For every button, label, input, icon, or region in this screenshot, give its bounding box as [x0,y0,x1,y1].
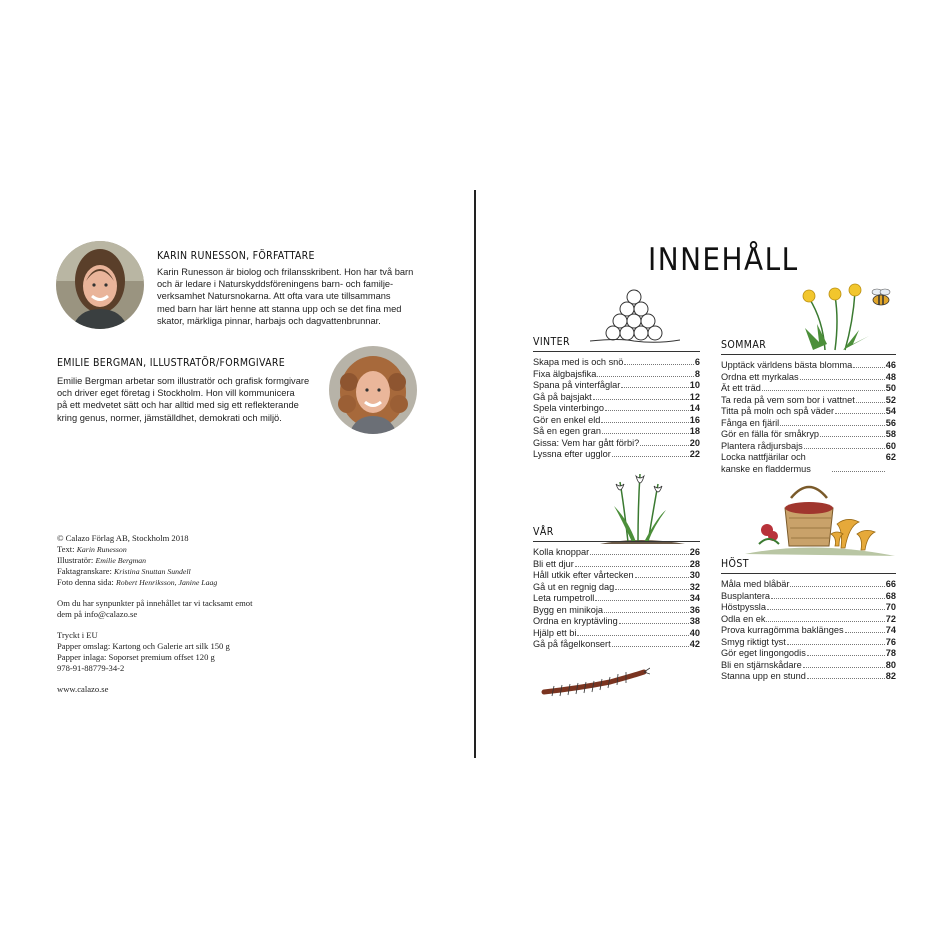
toc-entry[interactable]: Måla med blåbär 66 [721,579,896,589]
toc-entry[interactable]: Ät ett träd 50 [721,383,896,393]
toc-entry[interactable]: Gissa: Vem har gått förbi? 20 [533,437,700,448]
feedback-line: dem på info@calazo.se [57,609,138,619]
toc-entry[interactable]: Titta på moln och spå väder 54 [721,406,896,416]
toc-entry[interactable]: Busplantera 68 [721,590,896,601]
left-page [0,0,470,950]
toc-entry[interactable]: Bli en stjärnskådare 80 [721,659,896,670]
colophon [57,533,252,695]
toc-entry[interactable]: Bygg en minikoja 36 [533,604,700,615]
bio-line: och är ledare i Naturskyddsföreningens barn- och familje- [157,279,394,290]
illustrator-credit: Illustratör: Emilie Bergman [57,555,147,565]
toc-entry[interactable]: Gå på bajsjakt 12 [533,391,700,402]
author-portrait-icon [56,241,144,329]
toc-entry[interactable]: Fånga en fjäril 56 [721,417,896,428]
toc-entry[interactable]: Plantera rådjursbajs 60 [721,440,896,451]
section-heading: HÖST [721,558,896,574]
toc-entry[interactable]: Kolla knoppar 26 [533,547,700,557]
toc-entry[interactable]: Gå på fågelkonsert 42 [533,639,700,649]
section-rule [721,354,896,355]
toc-entry[interactable]: Gör eget lingongodis 78 [721,648,896,658]
toc-entry[interactable]: Så en egen gran 18 [533,426,700,436]
toc-section-vinter [533,336,700,461]
author-photo [56,241,144,329]
toc-entry[interactable]: Bli ett djur 28 [533,558,700,569]
toc-entry[interactable]: Spela vinterbingo 14 [533,403,700,413]
author-title: KARIN RUNESSON, FÖRFATTARE [157,250,315,262]
toc-entry[interactable]: Höstpyssla 70 [721,602,896,612]
toc-entry[interactable]: Stanna upp en stund 82 [721,671,896,681]
illustrator-portrait-icon [329,346,417,434]
bio-line: och driver eget företag i Stockholm. Hon vill kommunicera [57,388,295,399]
fact-check-credit: Faktagranskare: Kristina Snuttan Sundell [57,566,191,576]
isbn: 978-91-88779-34-2 [57,663,125,673]
copyright-line: © Calazo Förlag AB, Stockholm 2018 [57,533,189,543]
toc-entry[interactable]: Spana på vinterfåglar 10 [533,380,700,390]
centipede-icon [540,666,650,698]
toc-entry[interactable]: Upptäck världens bästa blomma 46 [721,360,896,370]
toc-entry[interactable]: Fixa älgbajsfika 8 [533,368,700,379]
section-heading: SOMMAR [721,339,896,355]
section-heading: VINTER [533,336,700,352]
toc-section-var [533,526,700,651]
mushroom-basket-icon [745,478,895,558]
illustrator-photo [329,346,417,434]
toc-entry[interactable]: Smyg riktigt tyst 76 [721,636,896,647]
text-credit: Text: Karin Runesson [57,544,127,554]
photo-credit: Foto denna sida: Robert Henriksson, Janine Laag [57,577,218,587]
toc-entry[interactable]: Skapa med is och snö 6 [533,357,700,367]
author-bio [157,266,413,327]
toc-section-sommar [721,339,896,475]
toc-entry[interactable]: Locka nattfjärilar och kanske en fladdermus 62 [721,452,896,474]
bio-line: Emilie Bergman arbetar som illustratör och grafisk formgivare [57,376,310,386]
bio-line: Karin Runesson är biolog och frilansskribent. Hon har två barn [157,267,414,277]
toc-entry[interactable]: Odla en ek 72 [721,613,896,624]
section-rule [721,573,896,574]
illustrator-bio [57,375,309,424]
page-divider [474,190,476,758]
bio-line: skator, märkliga pinnar, harbajs och dagvattenbrunnar. [157,315,381,326]
toc-entry[interactable]: Prova kurragömma baklänges 74 [721,625,896,635]
section-heading: VÅR [533,526,700,542]
section-rule [533,541,700,542]
bio-line: med barn har lärt henne att stanna upp och se det fina med [157,303,402,314]
bio-line: verksamhet Natursnokarna. Att ofta vara ute tillsammans [157,291,391,302]
toc-entry[interactable]: Gör en fälla för småkryp 58 [721,429,896,439]
toc-entry[interactable]: Leta rumpetroll 34 [533,593,700,603]
feedback-line: Om du har synpunkter på innehållet tar vi tacksamt emot [57,598,253,608]
toc-entry[interactable]: Hjälp ett bi 40 [533,627,700,638]
paper-cover-line: Papper omslag: Kartong och Galerie art silk 150 g [57,641,230,651]
toc-entry[interactable]: Ta reda på vem som bor i vattnet 52 [721,394,896,405]
paper-inside-line: Papper inlaga: Soporset premium offset 120 g [57,652,215,662]
website: www.calazo.se [57,684,109,694]
illustrator-title: EMILIE BERGMAN, ILLUSTRATÖR/FORMGIVARE [57,357,285,369]
toc-entry[interactable]: Gå ut en regnig dag 32 [533,581,700,592]
toc-entry[interactable]: Håll utkik efter vårtecken 30 [533,570,700,580]
printed-line: Tryckt i EU [57,630,98,640]
toc-title: INNEHÅLL [648,242,799,278]
toc-entry[interactable]: Ordna en kryptävling 38 [533,616,700,626]
toc-section-host [721,558,896,683]
toc-entry[interactable]: Lyssna efter ugglor 22 [533,449,700,459]
bio-line: på ett medvetet sätt och har alltid med sig ett reflekterande [57,400,299,411]
toc-entry[interactable]: Ordna ett myrkalas 48 [721,371,896,382]
toc-entry[interactable]: Gör en enkel eld 16 [533,414,700,425]
bio-line: kring genus, normer, jämställdhet, demokrati och miljö. [57,412,282,423]
section-rule [533,351,700,352]
